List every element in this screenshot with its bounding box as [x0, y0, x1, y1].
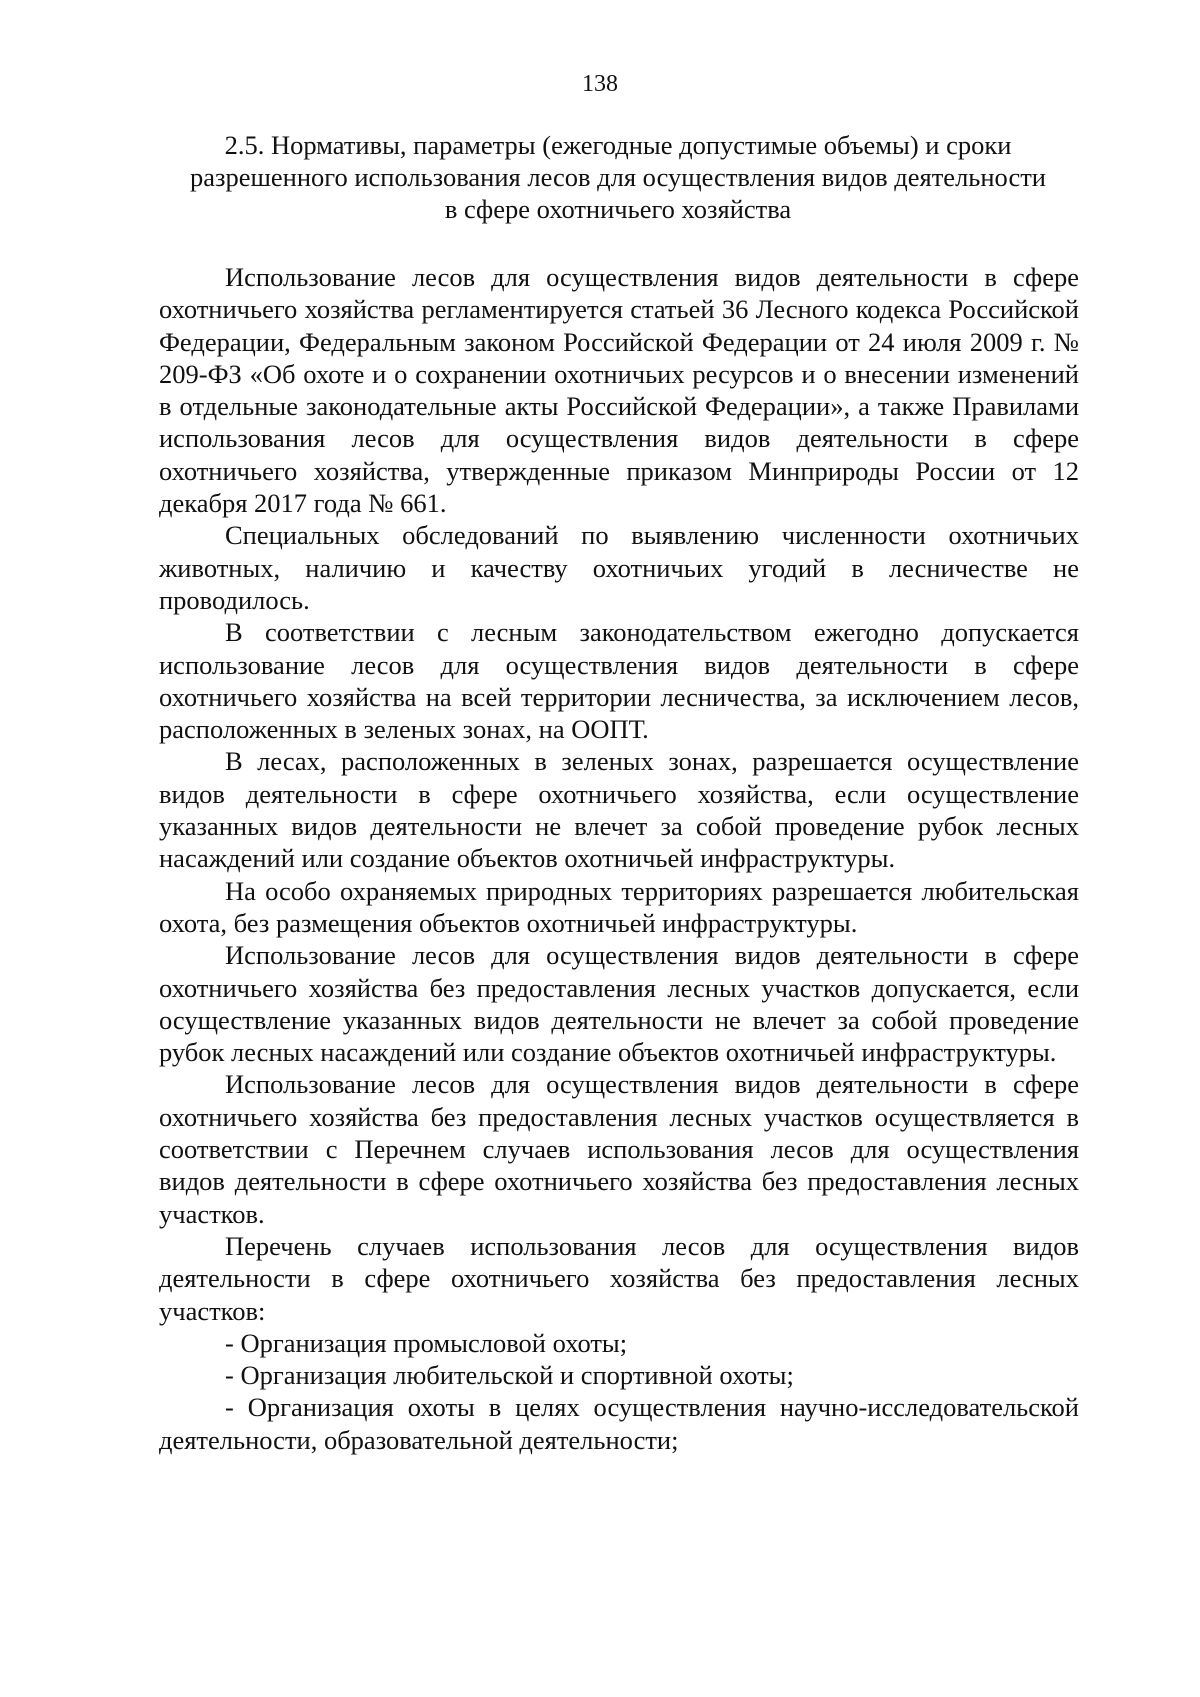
paragraph: Использование лесов для осуществления видов деятельности в сфере охотничьего хозяйства без предоставления лесных участков допускается, если осуществление указанных видов деятельности не влечет за собой проведение рубок лесных насаждений или создание объектов охотничьей инфраструктуры. [159, 940, 1079, 1068]
paragraph: Специальных обследований по выявлению численности охотничьих животных, наличию и качеству охотничьих угодий в лесничестве не проводилось. [159, 520, 1079, 615]
section-heading [150, 129, 1086, 225]
list-item: - Организация охоты в целях осуществления научно-исследовательской деятельности, образовательной деятельности; [159, 1392, 1079, 1455]
paragraph: Использование лесов для осуществления видов деятельности в сфере охотничьего хозяйства без предоставления лесных участков осуществляется в соответствии с Перечнем случаев использования лесов для осуществления видов деятельности в сфере охотничьего хозяйства без предоставления лесных участков. [159, 1069, 1079, 1229]
section-heading-line: 2.5. Нормативы, параметры (ежегодные допустимые объемы) и сроки [224, 130, 1012, 160]
paragraph: На особо охраняемых природных территориях разрешается любительская охота, без размещения объектов охотничьей инфраструктуры. [159, 875, 1079, 938]
paragraph: В соответствии с лесным законодательством ежегодно допускается использование лесов для осуществления видов деятельности в сфере охотничьего хозяйства на всей территории лесничества, за исключением лесов, расположенных в зеленых зонах, на ООПТ. [159, 617, 1079, 745]
paragraph: Перечень случаев использования лесов для осуществления видов деятельности в сфере охотничьего хозяйства без предоставления лесных участков: [159, 1230, 1079, 1326]
page-number: 138 [582, 71, 618, 97]
section-heading-line: в сфере охотничьего хозяйства [444, 194, 792, 224]
section-heading-line: разрешенного использования лесов для осуществления видов деятельности [189, 162, 1046, 192]
paragraph: Использование лесов для осуществления видов деятельности в сфере охотничьего хозяйства регламентируется статьей 36 Лесного кодекса Российской Федерации, Федеральным законом Российской Федерации от 24 июля 2009 г. № 209-ФЗ «Об охоте и о сохранении охотничьих ресурсов и о внесении изменений в отдельные законодательные акты Российской Федерации», а также Правилами использования лесов для осуществления видов деятельности в сфере охотничьего хозяйства, утвержденные приказом Минприроды России от 12 декабря 2017 года № 661. [159, 262, 1079, 519]
body-text [159, 261, 1079, 1456]
paragraph: В лесах, расположенных в зеленых зонах, разрешается осуществление видов деятельности в сфере охотничьего хозяйства, если осуществление указанных видов деятельности не влечет за собой проведение рубок лесных насаждений или создание объектов охотничьей инфраструктуры. [159, 746, 1079, 874]
list-item: - Организация промысловой охоты; [225, 1327, 628, 1358]
list-item: - Организация любительской и спортивной охоты; [225, 1360, 794, 1391]
